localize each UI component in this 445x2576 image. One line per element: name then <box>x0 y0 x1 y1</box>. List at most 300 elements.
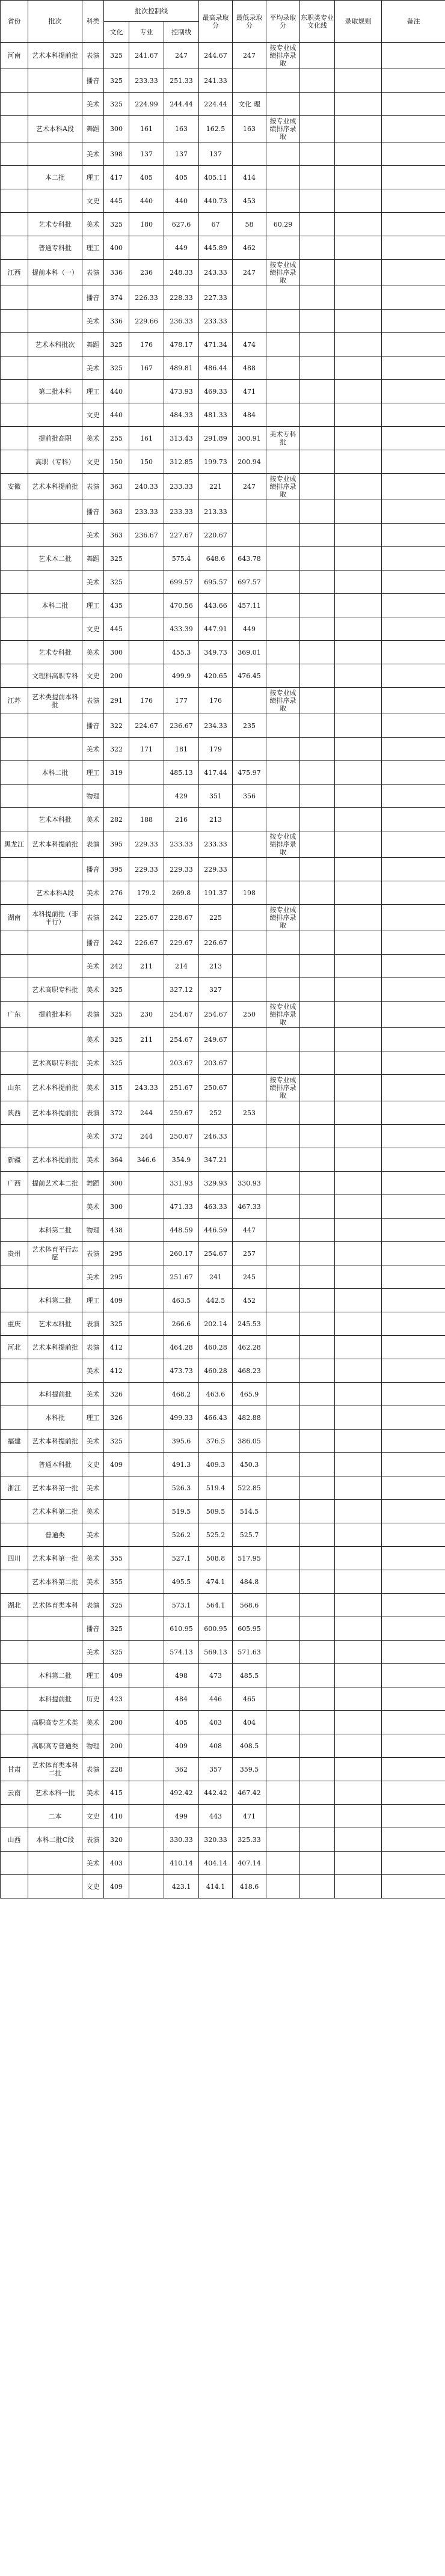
province-cell <box>1 286 28 310</box>
avg-cell <box>266 1125 300 1148</box>
avg-cell: 美术专科批 <box>266 427 300 450</box>
rule-cell <box>335 1711 382 1734</box>
table-row <box>1 955 445 978</box>
culture-cell: 320 <box>104 1828 129 1852</box>
rule-cell <box>335 1547 382 1570</box>
remarks-cell <box>382 808 445 831</box>
major-cell <box>129 1195 164 1219</box>
remarks-cell <box>382 213 445 236</box>
culture-cell: 325 <box>104 1051 129 1075</box>
table-row <box>1 1828 445 1852</box>
batch-cell <box>28 1195 82 1219</box>
culture-cell: 325 <box>104 1028 129 1051</box>
max-cell: 329.93 <box>199 1172 233 1195</box>
remarks-cell <box>382 1570 445 1594</box>
min-cell <box>233 1051 266 1075</box>
rule-cell <box>335 474 382 500</box>
table-row <box>1 978 445 1002</box>
control-cell: 395.6 <box>164 1430 199 1453</box>
table-row <box>1 142 445 166</box>
culture-cell: 325 <box>104 978 129 1002</box>
major-cell <box>129 1641 164 1664</box>
avg-cell <box>266 1687 300 1711</box>
major-cell <box>129 571 164 594</box>
major-cell <box>129 617 164 641</box>
culture-line-cell <box>300 1570 335 1594</box>
culture-cell: 398 <box>104 142 129 166</box>
province-cell <box>1 1664 28 1687</box>
remarks-cell <box>382 664 445 688</box>
table-row <box>1 931 445 955</box>
category-cell: 播音 <box>82 500 104 524</box>
remarks-cell <box>382 1523 445 1547</box>
avg-cell <box>266 69 300 93</box>
culture-line-cell <box>300 571 335 594</box>
max-cell: 347.21 <box>199 1148 233 1172</box>
culture-cell: 319 <box>104 761 129 785</box>
category-cell: 表演 <box>82 1002 104 1028</box>
culture-cell: 322 <box>104 714 129 738</box>
category-cell: 文史 <box>82 1875 104 1898</box>
batch-cell: 本科第二批 <box>28 1219 82 1242</box>
avg-cell <box>266 1476 300 1500</box>
culture-cell: 325 <box>104 213 129 236</box>
avg-cell <box>266 714 300 738</box>
avg-cell <box>266 1453 300 1476</box>
culture-line-cell <box>300 333 335 356</box>
min-cell: 605.95 <box>233 1617 266 1641</box>
rule-cell <box>335 594 382 617</box>
max-cell: 443.66 <box>199 594 233 617</box>
major-cell <box>129 1383 164 1406</box>
category-cell: 美术 <box>82 1641 104 1664</box>
table-row <box>1 1758 445 1781</box>
max-cell: 508.8 <box>199 1547 233 1570</box>
culture-cell: 300 <box>104 1172 129 1195</box>
table-row <box>1 43 445 69</box>
max-cell: 327 <box>199 978 233 1002</box>
category-cell: 理工 <box>82 761 104 785</box>
table-row <box>1 594 445 617</box>
min-cell: 465.9 <box>233 1383 266 1406</box>
control-cell: 248.33 <box>164 260 199 286</box>
table-row <box>1 785 445 808</box>
control-cell: 448.59 <box>164 1219 199 1242</box>
max-cell: 221 <box>199 474 233 500</box>
min-cell: 198 <box>233 881 266 905</box>
province-cell <box>1 1734 28 1758</box>
batch-cell <box>28 1125 82 1148</box>
remarks-cell <box>382 738 445 761</box>
category-cell: 美术 <box>82 1028 104 1051</box>
remarks-cell <box>382 955 445 978</box>
culture-line-cell <box>300 1406 335 1430</box>
avg-cell <box>266 333 300 356</box>
min-cell: 568.6 <box>233 1594 266 1617</box>
province-cell <box>1 356 28 380</box>
max-cell: 227.33 <box>199 286 233 310</box>
category-cell: 舞蹈 <box>82 333 104 356</box>
batch-cell: 普通专科批 <box>28 236 82 260</box>
min-cell: 245 <box>233 1265 266 1289</box>
culture-line-cell <box>300 1711 335 1734</box>
major-cell <box>129 1219 164 1242</box>
batch-cell <box>28 69 82 93</box>
culture-line-cell <box>300 594 335 617</box>
control-cell: 251.67 <box>164 1075 199 1101</box>
major-cell: 171 <box>129 738 164 761</box>
culture-line-cell <box>300 1312 335 1336</box>
major-cell <box>129 380 164 403</box>
category-cell: 文史 <box>82 450 104 474</box>
category-cell: 表演 <box>82 1242 104 1265</box>
batch-cell: 艺术本科提前批 <box>28 831 82 858</box>
category-cell: 美术 <box>82 978 104 1002</box>
batch-cell: 艺术专科批 <box>28 641 82 664</box>
culture-cell: 291 <box>104 688 129 714</box>
avg-cell <box>266 356 300 380</box>
min-cell: 407.14 <box>233 1852 266 1875</box>
province-cell <box>1 571 28 594</box>
remarks-cell <box>382 116 445 142</box>
major-cell <box>129 1336 164 1359</box>
table-row <box>1 881 445 905</box>
avg-cell <box>266 1430 300 1453</box>
min-cell: 467.33 <box>233 1195 266 1219</box>
table-row <box>1 1617 445 1641</box>
max-cell: 447.91 <box>199 617 233 641</box>
culture-cell: 440 <box>104 403 129 427</box>
category-cell: 美术 <box>82 93 104 116</box>
max-cell: 162.5 <box>199 116 233 142</box>
major-cell <box>129 1852 164 1875</box>
table-row <box>1 1265 445 1289</box>
max-cell: 246.33 <box>199 1125 233 1148</box>
culture-line-cell <box>300 881 335 905</box>
avg-cell <box>266 1523 300 1547</box>
culture-line-cell <box>300 1148 335 1172</box>
remarks-cell <box>382 260 445 286</box>
min-cell: 253 <box>233 1101 266 1125</box>
province-cell: 甘肃 <box>1 1758 28 1781</box>
category-cell: 美术 <box>82 310 104 333</box>
remarks-cell <box>382 1547 445 1570</box>
control-cell: 499.9 <box>164 664 199 688</box>
province-cell <box>1 189 28 213</box>
major-cell <box>129 978 164 1002</box>
max-cell: 564.1 <box>199 1594 233 1617</box>
rule-cell <box>335 1101 382 1125</box>
rule-cell <box>335 1781 382 1805</box>
header-category: 科类 <box>82 1 104 43</box>
control-cell: 177 <box>164 688 199 714</box>
batch-cell: 艺术体育类本科二批 <box>28 1758 82 1781</box>
culture-line-cell <box>300 1075 335 1101</box>
category-cell: 表演 <box>82 1828 104 1852</box>
avg-cell <box>266 524 300 547</box>
culture-line-cell <box>300 189 335 213</box>
culture-line-cell <box>300 931 335 955</box>
rule-cell <box>335 1125 382 1148</box>
rule-cell <box>335 1500 382 1523</box>
control-cell: 250.67 <box>164 1125 199 1148</box>
culture-line-cell <box>300 1828 335 1852</box>
min-cell: 488 <box>233 356 266 380</box>
table-row <box>1 1852 445 1875</box>
avg-cell <box>266 1570 300 1594</box>
rule-cell <box>335 1852 382 1875</box>
province-cell <box>1 931 28 955</box>
batch-cell: 本科二批 <box>28 594 82 617</box>
category-cell: 理工 <box>82 1406 104 1430</box>
culture-cell: 242 <box>104 931 129 955</box>
culture-line-cell <box>300 69 335 93</box>
culture-cell: 326 <box>104 1383 129 1406</box>
batch-cell <box>28 571 82 594</box>
remarks-cell <box>382 1195 445 1219</box>
category-cell: 美术 <box>82 1523 104 1547</box>
avg-cell <box>266 1500 300 1523</box>
major-cell: 211 <box>129 1028 164 1051</box>
control-cell: 473.93 <box>164 380 199 403</box>
culture-line-cell <box>300 380 335 403</box>
rule-cell <box>335 831 382 858</box>
min-cell <box>233 1125 266 1148</box>
culture-cell: 325 <box>104 1641 129 1664</box>
major-cell <box>129 1711 164 1734</box>
control-cell: 137 <box>164 142 199 166</box>
culture-cell: 325 <box>104 1002 129 1028</box>
table-row <box>1 617 445 641</box>
avg-cell <box>266 594 300 617</box>
batch-cell: 艺术本科提前批 <box>28 1430 82 1453</box>
culture-cell: 282 <box>104 808 129 831</box>
culture-line-cell <box>300 403 335 427</box>
min-cell: 257 <box>233 1242 266 1265</box>
province-cell: 江西 <box>1 260 28 286</box>
culture-line-cell <box>300 1028 335 1051</box>
avg-cell: 按专业成绩排序录取 <box>266 474 300 500</box>
culture-cell: 417 <box>104 166 129 189</box>
batch-cell <box>28 1028 82 1051</box>
remarks-cell <box>382 403 445 427</box>
table-row <box>1 333 445 356</box>
rule-cell <box>335 571 382 594</box>
avg-cell <box>266 93 300 116</box>
min-cell: 643.78 <box>233 547 266 571</box>
major-cell <box>129 1500 164 1523</box>
remarks-cell <box>382 1336 445 1359</box>
rule-cell <box>335 142 382 166</box>
control-cell: 492.42 <box>164 1781 199 1805</box>
remarks-cell <box>382 1758 445 1781</box>
province-cell <box>1 333 28 356</box>
table-row <box>1 1289 445 1312</box>
category-cell: 播音 <box>82 931 104 955</box>
control-cell: 478.17 <box>164 333 199 356</box>
min-cell <box>233 310 266 333</box>
rule-cell <box>335 905 382 931</box>
table-row <box>1 688 445 714</box>
table-row <box>1 310 445 333</box>
culture-cell: 412 <box>104 1359 129 1383</box>
remarks-cell <box>382 286 445 310</box>
avg-cell <box>266 978 300 1002</box>
major-cell: 180 <box>129 213 164 236</box>
max-cell: 250.67 <box>199 1075 233 1101</box>
max-cell: 509.5 <box>199 1500 233 1523</box>
culture-cell: 242 <box>104 955 129 978</box>
category-cell: 播音 <box>82 714 104 738</box>
avg-cell <box>266 1051 300 1075</box>
rule-cell <box>335 1406 382 1430</box>
batch-cell <box>28 931 82 955</box>
max-cell: 471.34 <box>199 333 233 356</box>
batch-cell: 艺术本科A段 <box>28 116 82 142</box>
category-cell: 美术 <box>82 1051 104 1075</box>
category-cell: 表演 <box>82 831 104 858</box>
province-cell <box>1 142 28 166</box>
culture-cell: 403 <box>104 1852 129 1875</box>
batch-cell <box>28 1641 82 1664</box>
category-cell: 美术 <box>82 1125 104 1148</box>
min-cell <box>233 1028 266 1051</box>
major-cell: 150 <box>129 450 164 474</box>
category-cell: 美术 <box>82 427 104 450</box>
category-cell: 美术 <box>82 1500 104 1523</box>
header-min-score: 最低录取分 <box>233 1 266 43</box>
batch-cell <box>28 1265 82 1289</box>
culture-line-cell <box>300 450 335 474</box>
province-cell: 河南 <box>1 43 28 69</box>
table-row <box>1 1336 445 1359</box>
control-cell: 260.17 <box>164 1242 199 1265</box>
control-cell: 233.33 <box>164 831 199 858</box>
control-cell: 498 <box>164 1664 199 1687</box>
remarks-cell <box>382 1617 445 1641</box>
major-cell: 226.33 <box>129 286 164 310</box>
culture-cell: 300 <box>104 1195 129 1219</box>
max-cell: 414.1 <box>199 1875 233 1898</box>
avg-cell <box>266 664 300 688</box>
rule-cell <box>335 1172 382 1195</box>
min-cell: 200.94 <box>233 450 266 474</box>
table-row <box>1 1219 445 1242</box>
table-row <box>1 1547 445 1570</box>
remarks-cell <box>382 881 445 905</box>
major-cell <box>129 1687 164 1711</box>
control-cell: 181 <box>164 738 199 761</box>
control-cell: 574.13 <box>164 1641 199 1664</box>
culture-cell: 372 <box>104 1101 129 1125</box>
control-cell: 449 <box>164 236 199 260</box>
min-cell: 356 <box>233 785 266 808</box>
avg-cell <box>266 1758 300 1781</box>
major-cell <box>129 1406 164 1430</box>
remarks-cell <box>382 761 445 785</box>
major-cell: 244 <box>129 1125 164 1148</box>
province-cell <box>1 1500 28 1523</box>
table-row <box>1 1664 445 1687</box>
category-cell: 美术 <box>82 1383 104 1406</box>
avg-cell <box>266 236 300 260</box>
province-cell: 江苏 <box>1 688 28 714</box>
major-cell: 179.2 <box>129 881 164 905</box>
culture-cell: 409 <box>104 1289 129 1312</box>
rule-cell <box>335 333 382 356</box>
batch-cell: 艺术类提前本科批 <box>28 688 82 714</box>
max-cell: 233.33 <box>199 310 233 333</box>
control-cell: 410.14 <box>164 1852 199 1875</box>
province-cell <box>1 1219 28 1242</box>
culture-cell: 325 <box>104 1594 129 1617</box>
culture-cell: 363 <box>104 500 129 524</box>
province-cell: 河北 <box>1 1336 28 1359</box>
batch-cell <box>28 1875 82 1898</box>
table-row <box>1 808 445 831</box>
category-cell: 文史 <box>82 403 104 427</box>
max-cell: 191.37 <box>199 881 233 905</box>
max-cell: 241 <box>199 1265 233 1289</box>
avg-cell <box>266 286 300 310</box>
batch-cell <box>28 286 82 310</box>
category-cell: 文史 <box>82 189 104 213</box>
rule-cell <box>335 189 382 213</box>
province-cell <box>1 166 28 189</box>
avg-cell <box>266 1289 300 1312</box>
category-cell: 文史 <box>82 664 104 688</box>
max-cell: 443 <box>199 1805 233 1828</box>
min-cell: 474 <box>233 333 266 356</box>
remarks-cell <box>382 571 445 594</box>
province-cell <box>1 1265 28 1289</box>
batch-cell: 艺术体育类本科 <box>28 1594 82 1617</box>
max-cell: 213 <box>199 955 233 978</box>
province-cell: 云南 <box>1 1781 28 1805</box>
major-cell: 236.67 <box>129 524 164 547</box>
major-cell <box>129 594 164 617</box>
province-cell: 湖南 <box>1 905 28 931</box>
remarks-cell <box>382 450 445 474</box>
max-cell: 442.42 <box>199 1781 233 1805</box>
min-cell <box>233 905 266 931</box>
table-row <box>1 1312 445 1336</box>
table-row <box>1 738 445 761</box>
major-cell: 346.6 <box>129 1148 164 1172</box>
category-cell: 表演 <box>82 1594 104 1617</box>
control-cell: 484.33 <box>164 403 199 427</box>
min-cell: 457.11 <box>233 594 266 617</box>
batch-cell <box>28 356 82 380</box>
rule-cell <box>335 1028 382 1051</box>
culture-cell: 325 <box>104 93 129 116</box>
batch-cell <box>28 858 82 881</box>
avg-cell <box>266 1219 300 1242</box>
avg-cell <box>266 450 300 474</box>
major-cell <box>129 1312 164 1336</box>
min-cell <box>233 69 266 93</box>
max-cell: 445.89 <box>199 236 233 260</box>
min-cell: 571.63 <box>233 1641 266 1664</box>
province-cell <box>1 1711 28 1734</box>
table-row <box>1 571 445 594</box>
culture-cell: 410 <box>104 1805 129 1828</box>
remarks-cell <box>382 43 445 69</box>
table-row <box>1 213 445 236</box>
category-cell: 舞蹈 <box>82 1172 104 1195</box>
rule-cell <box>335 738 382 761</box>
max-cell: 179 <box>199 738 233 761</box>
